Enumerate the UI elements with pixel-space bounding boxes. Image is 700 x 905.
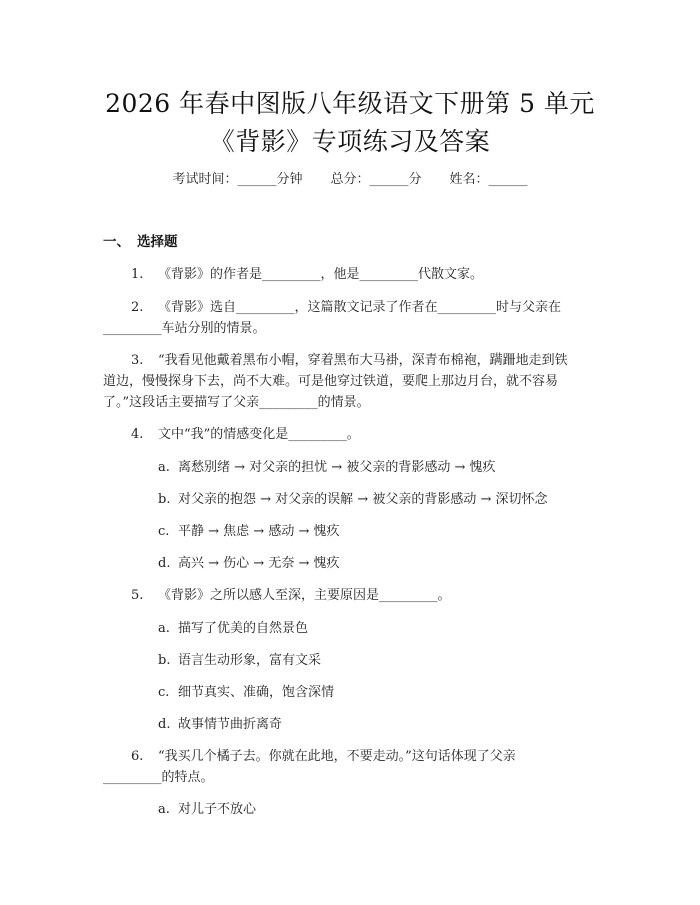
option-b <box>158 488 547 507</box>
question-number: 4. <box>131 427 144 442</box>
question-3 <box>131 349 568 368</box>
question-2 <box>131 296 561 315</box>
option-text: 对儿子不放心 <box>178 802 257 817</box>
option-d <box>158 552 339 571</box>
question-number: 2. <box>131 300 144 315</box>
option-letter: a. <box>158 802 170 817</box>
question-2-continued: _________车站分别的情景。 <box>103 321 266 336</box>
option-a <box>158 798 256 817</box>
option-letter: b. <box>158 492 171 507</box>
question-6 <box>131 745 516 764</box>
question-3-line-3: 了。”这段话主要描写了父亲_________的情景。 <box>103 395 370 410</box>
question-number: 6. <box>131 749 144 764</box>
question-number: 5. <box>131 588 144 603</box>
option-text: 平静 → 焦虑 → 感动 → 愧疚 <box>178 524 340 539</box>
exam-meta <box>0 168 700 187</box>
option-letter: b. <box>158 653 171 668</box>
option-text: 对父亲的抱怨 → 对父亲的误解 → 被父亲的背影感动 → 深切怀念 <box>178 492 548 507</box>
section-number: 一、 <box>103 234 130 250</box>
question-4 <box>131 423 360 442</box>
option-text: 故事情节曲折离奇 <box>178 717 283 732</box>
option-letter: d. <box>158 717 171 732</box>
option-text: 离愁别绪 → 对父亲的担忧 → 被父亲的背影感动 → 愧疚 <box>178 460 496 475</box>
option-letter: c. <box>158 524 170 539</box>
option-letter: c. <box>158 685 170 700</box>
question-text: 《背影》之所以感人至深，主要原因是_________。 <box>158 588 451 603</box>
question-text: 《背影》选自_________，这篇散文记录了作者在_________时与父亲在 <box>158 300 562 315</box>
question-number: 1. <box>131 267 144 282</box>
option-c <box>158 681 334 700</box>
question-1 <box>131 263 483 282</box>
option-letter: d. <box>158 556 171 571</box>
question-6-continued: _________的特点。 <box>103 770 214 785</box>
question-5 <box>131 584 451 603</box>
option-a <box>158 617 308 636</box>
question-number: 3. <box>131 353 144 368</box>
section-heading <box>103 230 178 250</box>
option-a <box>158 456 495 475</box>
title-line-2: 《背影》专项练习及答案 <box>209 127 491 156</box>
option-text: 高兴 → 伤心 → 无奈 → 愧疚 <box>178 556 340 571</box>
option-c <box>158 520 339 539</box>
option-b <box>158 649 321 668</box>
question-text: 《背影》的作者是_________，他是_________代散文家。 <box>158 267 484 282</box>
option-letter: a. <box>158 460 170 475</box>
exam-score: 总分：______分 <box>330 172 422 187</box>
option-text: 细节真实、准确，饱含深情 <box>178 685 335 700</box>
student-name: 姓名：______ <box>449 172 528 187</box>
option-letter: a. <box>158 621 170 636</box>
option-text: 语言生动形象，富有文采 <box>178 653 322 668</box>
section-title: 选择题 <box>137 234 178 250</box>
question-text: “我买几个橘子去。你就在此地，不要走动。”这句话体现了父亲 <box>158 749 516 764</box>
exam-time: 考试时间：______分钟 <box>172 172 303 187</box>
question-text: “我看见他戴着黑布小帽，穿着黑布大马褂，深青布棉袍，蹒跚地走到铁 <box>158 353 568 368</box>
option-text: 描写了优美的自然景色 <box>178 621 309 636</box>
title-line-1: 2026 年春中图版八年级语文下册第 5 单元 <box>105 89 595 118</box>
question-text: 文中“我”的情感变化是_________。 <box>158 427 360 442</box>
option-d <box>158 713 282 732</box>
question-3-line-2: 道边，慢慢探身下去，尚不大难。可是他穿过铁道，要爬上那边月台，就不容易 <box>103 374 559 389</box>
